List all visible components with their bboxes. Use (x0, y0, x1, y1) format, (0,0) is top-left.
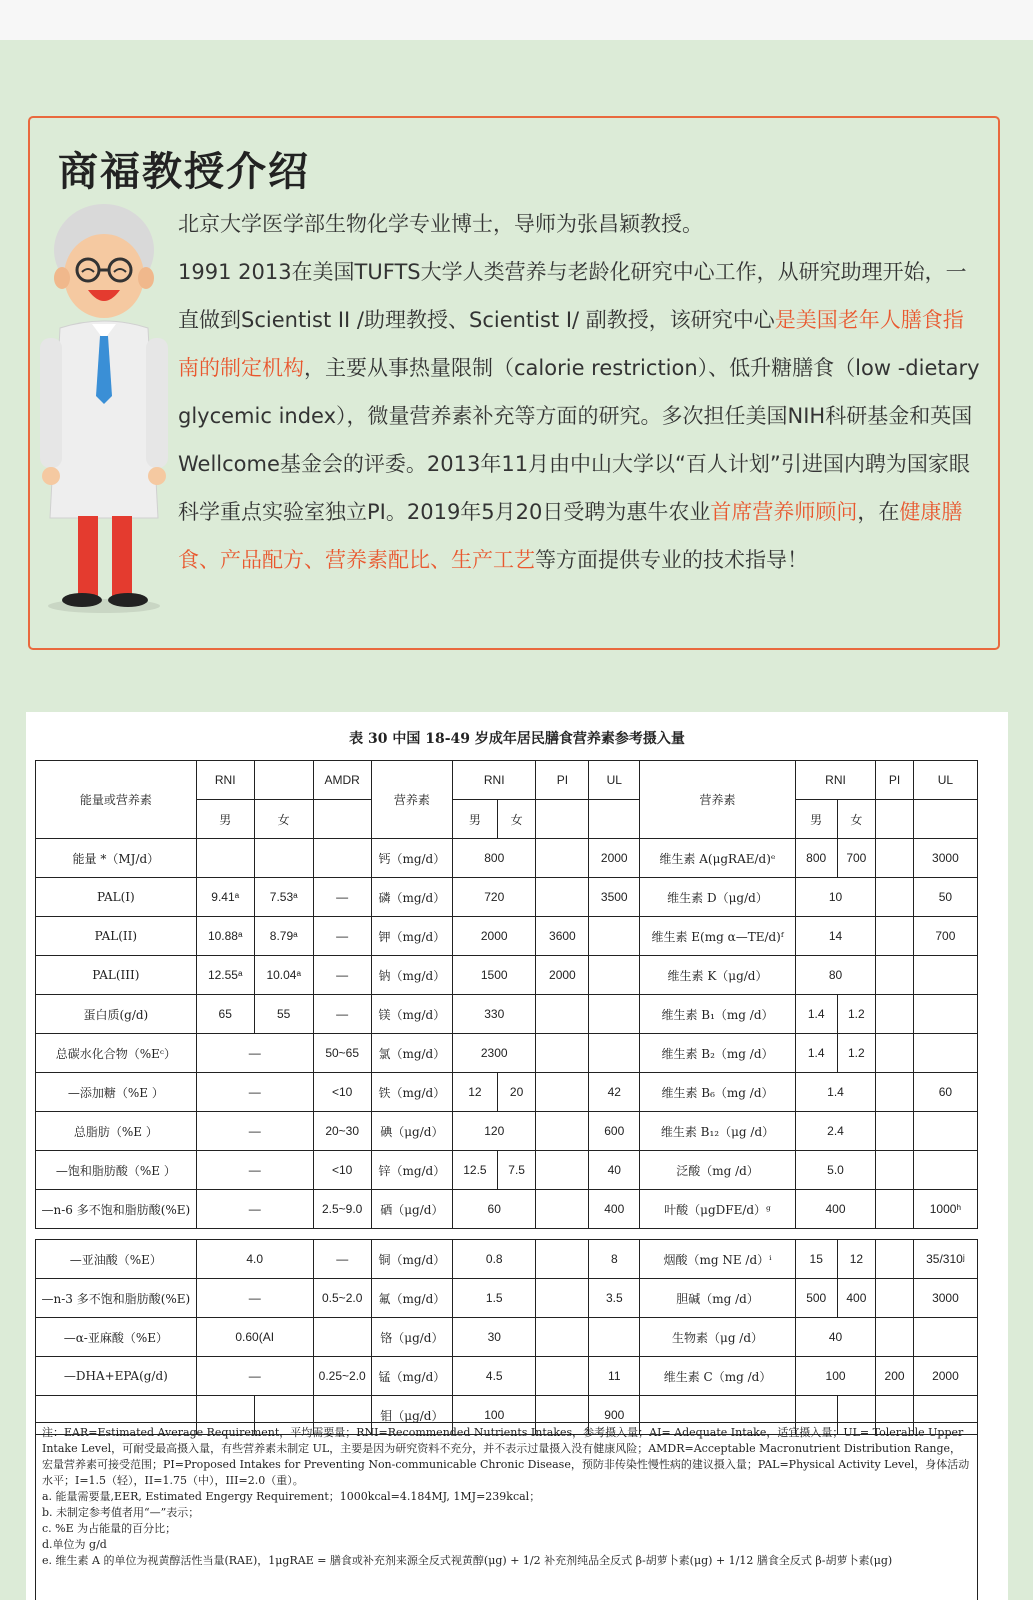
nutrient-name-cell: 总脂肪（%E ） (36, 1112, 197, 1151)
nutrient-name-cell: —n-6 多不饱和脂肪酸(%E) (36, 1190, 197, 1229)
value-cell (913, 995, 977, 1034)
value-cell: 2000 (589, 839, 640, 878)
nutrient-name-cell: 铜（mg/d） (371, 1240, 452, 1279)
value-cell (913, 1151, 977, 1190)
nutrient-name-cell: 烟酸（mg NE /d）ⁱ (640, 1240, 796, 1279)
nutrient-name-cell: 铁（mg/d） (371, 1073, 452, 1112)
header-blank (313, 800, 371, 839)
nutrient-name-cell: 维生素 A(μgRAE/d)ᵉ (640, 839, 796, 878)
value-cell (589, 995, 640, 1034)
header-pi: PI (536, 761, 589, 800)
value-cell (913, 1112, 977, 1151)
value-cell: 400 (589, 1190, 640, 1229)
table-row (36, 1034, 978, 1073)
header-male: 男 (795, 800, 837, 839)
nutrient-table-part2 (35, 1239, 978, 1435)
value-cell: 2.4 (795, 1112, 875, 1151)
intro-text-e: ，在 (857, 500, 900, 524)
value-cell: — (196, 1190, 313, 1229)
value-cell: 100 (795, 1357, 875, 1396)
table-row (36, 839, 978, 878)
value-cell (876, 1112, 914, 1151)
header-blank (536, 800, 589, 839)
value-cell: 1.2 (837, 995, 876, 1034)
value-cell: — (313, 995, 371, 1034)
table-row (36, 956, 978, 995)
value-cell: 15 (795, 1240, 837, 1279)
value-cell: — (196, 1034, 313, 1073)
value-cell: 2000 (453, 917, 536, 956)
nutrient-name-cell: 维生素 B₁（mg /d） (640, 995, 796, 1034)
value-cell: — (196, 1112, 313, 1151)
nutrient-name-cell: 蛋白质(g/d) (36, 995, 197, 1034)
nutrient-name-cell: 锌（mg/d） (371, 1151, 452, 1190)
nutrient-name-cell: 泛酸（mg /d） (640, 1151, 796, 1190)
nutrient-name-cell: —饱和脂肪酸（%E ） (36, 1151, 197, 1190)
value-cell: 2000 (913, 1357, 977, 1396)
nutrient-name-cell: 镁（mg/d） (371, 995, 452, 1034)
table-row (36, 878, 978, 917)
header-blank (913, 800, 977, 839)
value-cell (536, 1112, 589, 1151)
note-line: b. 未制定参考值者用“—”表示； (42, 1506, 200, 1519)
value-cell: — (196, 1073, 313, 1112)
value-cell (536, 878, 589, 917)
value-cell (589, 1318, 640, 1357)
value-cell: 720 (453, 878, 536, 917)
value-cell: 50~65 (313, 1034, 371, 1073)
nutrient-name-cell: PAL(III) (36, 956, 197, 995)
header-ul: UL (589, 761, 640, 800)
value-cell: <10 (313, 1151, 371, 1190)
value-cell: 42 (589, 1073, 640, 1112)
value-cell: 2300 (453, 1034, 536, 1073)
nutrient-name-cell: PAL(I) (36, 878, 197, 917)
nutrient-name-cell: 叶酸（μgDFE/d）ᵍ (640, 1190, 796, 1229)
value-cell (313, 1318, 371, 1357)
header-nutrient: 营养素 (371, 761, 452, 839)
value-cell: 12.55ᵃ (196, 956, 254, 995)
value-cell (536, 1357, 589, 1396)
value-cell: 200 (876, 1357, 914, 1396)
nutrient-table-part1 (35, 760, 978, 1229)
professor-cartoon-icon (38, 198, 173, 618)
note-line: c. %E 为占能量的百分比； (42, 1522, 177, 1535)
nutrient-name-cell: 维生素 B₁₂（μg /d） (640, 1112, 796, 1151)
table-row (36, 1357, 978, 1396)
value-cell: 55 (254, 995, 313, 1034)
value-cell (876, 956, 914, 995)
value-cell: 7.5 (497, 1151, 536, 1190)
value-cell (876, 1318, 914, 1357)
value-cell: 330 (453, 995, 536, 1034)
nutrient-name-cell: 能量 *（MJ/d） (36, 839, 197, 878)
nutrient-name-cell: 钾（mg/d） (371, 917, 452, 956)
header-male: 男 (453, 800, 498, 839)
table-row (36, 1112, 978, 1151)
value-cell: 9.41ᵃ (196, 878, 254, 917)
table-row (36, 1151, 978, 1190)
table-row (36, 1279, 978, 1318)
table-row (36, 1318, 978, 1357)
value-cell: 7.53ᵃ (254, 878, 313, 917)
value-cell: 10.04ᵃ (254, 956, 313, 995)
value-cell: 0.60(AI (196, 1318, 313, 1357)
nutrient-name-cell: —α-亚麻酸（%E） (36, 1318, 197, 1357)
value-cell: 500 (795, 1279, 837, 1318)
value-cell: — (313, 878, 371, 917)
value-cell: 120 (453, 1112, 536, 1151)
value-cell: 3.5 (589, 1279, 640, 1318)
nutrient-name-cell: 胆碱（mg /d） (640, 1279, 796, 1318)
value-cell: — (313, 1240, 371, 1279)
table-notes (35, 1422, 978, 1600)
value-cell (876, 995, 914, 1034)
header-female: 女 (497, 800, 536, 839)
header-energy-nutrient: 能量或营养素 (36, 761, 197, 839)
value-cell: 12 (453, 1073, 498, 1112)
table-row (36, 1073, 978, 1112)
value-cell (876, 1190, 914, 1229)
value-cell: 14 (795, 917, 875, 956)
value-cell: 40 (795, 1318, 875, 1357)
nutrient-table-card (26, 712, 1008, 1600)
professor-intro-card (28, 116, 1000, 650)
nutrient-name-cell: 维生素 D（μg/d） (640, 878, 796, 917)
header-female: 女 (254, 800, 313, 839)
intro-text-g: 等方面提供专业的技术指导！ (535, 548, 808, 572)
header-pi: PI (876, 761, 914, 800)
nutrient-name-cell: —n-3 多不饱和脂肪酸(%E) (36, 1279, 197, 1318)
table-row (36, 917, 978, 956)
value-cell (589, 917, 640, 956)
table-body-part2 (36, 1240, 978, 1435)
value-cell: — (196, 1151, 313, 1190)
nutrient-name-cell: 氟（mg/d） (371, 1279, 452, 1318)
intro-highlight-1: 是美国老年人膳食指南的制定机构 (178, 308, 964, 380)
nutrient-name-cell: PAL(II) (36, 917, 197, 956)
nutrient-name-cell: 氯（mg/d） (371, 1034, 452, 1073)
note-line: a. 能量需要量,EER, Estimated Engergy Requirement；1000kcal=4.184MJ, 1MJ=239kcal； (42, 1490, 541, 1503)
table-row (36, 995, 978, 1034)
value-cell: 40 (589, 1151, 640, 1190)
value-cell: 30 (453, 1318, 536, 1357)
intro-text-a: 1991 2013在美国TUFTS大学人类营养与老龄化研究中心工作，从研究助理开始，一直做到Scientist II /助理教授、Scientist I/ 副教授，该研究中心 (178, 260, 967, 332)
value-cell (876, 878, 914, 917)
value-cell (536, 1073, 589, 1112)
value-cell: 4.5 (453, 1357, 536, 1396)
value-cell: 1.4 (795, 1073, 875, 1112)
value-cell: — (196, 1279, 313, 1318)
value-cell: 2000 (536, 956, 589, 995)
nutrient-name-cell: 生物素（μg /d） (640, 1318, 796, 1357)
nutrient-name-cell: —DHA+EPA(g/d) (36, 1357, 197, 1396)
value-cell (313, 839, 371, 878)
value-cell: 800 (453, 839, 536, 878)
value-cell (254, 839, 313, 878)
nutrient-name-cell: 钠（mg/d） (371, 956, 452, 995)
value-cell: 100 (453, 1396, 536, 1435)
header-rni: RNI (795, 761, 875, 800)
value-cell (536, 1190, 589, 1229)
header-blank (254, 761, 313, 800)
table-title: 表 30 中国 18-49 岁成年居民膳食营养素参考摄入量 (349, 731, 685, 747)
value-cell: 1.4 (795, 1034, 837, 1073)
value-cell (589, 1034, 640, 1073)
nutrient-name-cell: 维生素 B₆（mg /d） (640, 1073, 796, 1112)
value-cell: 3000 (913, 839, 977, 878)
value-cell: 700 (837, 839, 876, 878)
value-cell: 3500 (589, 878, 640, 917)
value-cell: 65 (196, 995, 254, 1034)
note-line: e. 维生素 A 的单位为视黄醇活性当量(RAE)，1μgRAE = 膳食或补充剂来源全反式视黄醇(μg) + 1/2 补充剂纯品全反式 β-胡萝卜素(μg) + 1/12 膳食全反式 β-胡萝卜素(μg) (42, 1554, 893, 1567)
header-blank (876, 800, 914, 839)
value-cell: 5.0 (795, 1151, 875, 1190)
value-cell (536, 1318, 589, 1357)
value-cell: 60 (453, 1190, 536, 1229)
value-cell: 11 (589, 1357, 640, 1396)
value-cell (876, 1279, 914, 1318)
top-bar (0, 0, 1033, 40)
value-cell: 400 (795, 1190, 875, 1229)
value-cell: 50 (913, 878, 977, 917)
intro-title: 商福教授介绍 (58, 149, 310, 195)
value-cell (913, 1034, 977, 1073)
nutrient-name-cell: 总碳水化合物（%Eᶜ） (36, 1034, 197, 1073)
value-cell: 400 (837, 1279, 876, 1318)
table-row (36, 1190, 978, 1229)
nutrient-name-cell: 铬（μg/d） (371, 1318, 452, 1357)
value-cell (876, 839, 914, 878)
value-cell (589, 956, 640, 995)
nutrient-name-cell: 维生素 C（mg /d） (640, 1357, 796, 1396)
nutrient-name-cell: 维生素 K（μg/d） (640, 956, 796, 995)
header-nutrient: 营养素 (640, 761, 796, 839)
intro-paragraph-1: 北京大学医学部生物化学专业博士，导师为张昌颖教授。 (178, 212, 703, 236)
intro-highlight-3: 健康膳食、产品配方、营养素配比、生产工艺 (178, 500, 963, 572)
nutrient-name-cell: 硒（μg/d） (371, 1190, 452, 1229)
value-cell: 0.25~2.0 (313, 1357, 371, 1396)
value-cell: — (196, 1357, 313, 1396)
nutrient-name-cell: 碘（μg/d） (371, 1112, 452, 1151)
value-cell: 3600 (536, 917, 589, 956)
nutrient-name-cell: 维生素 B₂（mg /d） (640, 1034, 796, 1073)
intro-body (178, 200, 984, 584)
nutrient-table (35, 760, 978, 1435)
value-cell: 12 (837, 1240, 876, 1279)
value-cell: 35/310ʲ (913, 1240, 977, 1279)
value-cell (913, 1318, 977, 1357)
value-cell (536, 1151, 589, 1190)
header-male: 男 (196, 800, 254, 839)
value-cell: 60 (913, 1073, 977, 1112)
table-body-part1 (36, 839, 978, 1229)
value-cell (196, 839, 254, 878)
nutrient-name-cell: 维生素 E(mg α—TE/d)ᶠ (640, 917, 796, 956)
value-cell (536, 839, 589, 878)
value-cell: 10.88ᵃ (196, 917, 254, 956)
value-cell: 0.8 (453, 1240, 536, 1279)
value-cell: 0.5~2.0 (313, 1279, 371, 1318)
value-cell (536, 1034, 589, 1073)
value-cell: 8.79ᵃ (254, 917, 313, 956)
value-cell: 20 (497, 1073, 536, 1112)
header-blank (589, 800, 640, 839)
value-cell (876, 1151, 914, 1190)
nutrient-name-cell: 钙（mg/d） (371, 839, 452, 878)
value-cell (536, 1240, 589, 1279)
value-cell: <10 (313, 1073, 371, 1112)
value-cell (876, 917, 914, 956)
value-cell: 1.5 (453, 1279, 536, 1318)
value-cell: 2.5~9.0 (313, 1190, 371, 1229)
value-cell: 1.2 (837, 1034, 876, 1073)
value-cell: 20~30 (313, 1112, 371, 1151)
value-cell: 800 (795, 839, 837, 878)
nutrient-name-cell: 锰（mg/d） (371, 1357, 452, 1396)
value-cell: 8 (589, 1240, 640, 1279)
value-cell: 12.5 (453, 1151, 498, 1190)
value-cell: 600 (589, 1112, 640, 1151)
value-cell: 1.4 (795, 995, 837, 1034)
value-cell: 80 (795, 956, 875, 995)
intro-highlight-2: 首席营养师顾问 (710, 500, 858, 524)
nutrient-name-cell: —亚油酸（%E） (36, 1240, 197, 1279)
header-ul: UL (913, 761, 977, 800)
value-cell (876, 1073, 914, 1112)
value-cell (536, 995, 589, 1034)
header-female: 女 (837, 800, 876, 839)
nutrient-name-cell: —添加糖（%E ） (36, 1073, 197, 1112)
value-cell: — (313, 956, 371, 995)
value-cell: 10 (795, 878, 875, 917)
value-cell (876, 1034, 914, 1073)
value-cell: 3000 (913, 1279, 977, 1318)
header-rni: RNI (196, 761, 254, 800)
intro-text-c: ，主要从事热量限制（calorie restriction）、低升糖膳食（low -dietary glycemic index），微量营养素补充等方面的研究。多次担任美国NIH科研基金和英国Wellcome基金会的评委。2013年11月由中山大学以“百人计划”引进国内聘为国家眼科学重点实验室独立PI。2019年5月20日受聘为惠牛农业 (178, 356, 980, 524)
value-cell: 700 (913, 917, 977, 956)
table-row (36, 1240, 978, 1279)
nutrient-name-cell: 磷（mg/d） (371, 878, 452, 917)
value-cell: 1500 (453, 956, 536, 995)
value-cell (876, 1240, 914, 1279)
value-cell (913, 956, 977, 995)
header-amdr: AMDR (313, 761, 371, 800)
value-cell: 4.0 (196, 1240, 313, 1279)
value-cell: — (313, 917, 371, 956)
header-rni: RNI (453, 761, 536, 800)
intro-paragraph-2 (178, 248, 984, 584)
nutrient-name-cell: 钼（μg/d） (371, 1396, 452, 1435)
value-cell: 900 (589, 1396, 640, 1435)
note-line: d.单位为 g/d (42, 1538, 107, 1551)
value-cell: 1000ʰ (913, 1190, 977, 1229)
note-line: 注：EAR=Estimated Average Requirement，平均需要量；RNI=Recommended Nutrients Intakes，参考摄入量；AI= Adequate Intake，适宜摄入量；UL= Tolerable Upper Intake Level，可耐受最高摄入量，有些营养素未制定 UL，主要是因为研究资料不充分，并不表示过量摄入没有健康风险；AMDR=Acceptable Macronutrient Distribution Range，宏量营养素可接受范围；PI=Proposed Intakes for Preventing Non-communicable Chronic Disease，预防非传染性慢性病的建议摄入量；PAL=Physical Activity Level，身体活动水平；I=1.5（轻），II=1.75（中），III=2.0（重）。 (42, 1426, 970, 1487)
value-cell (536, 1279, 589, 1318)
